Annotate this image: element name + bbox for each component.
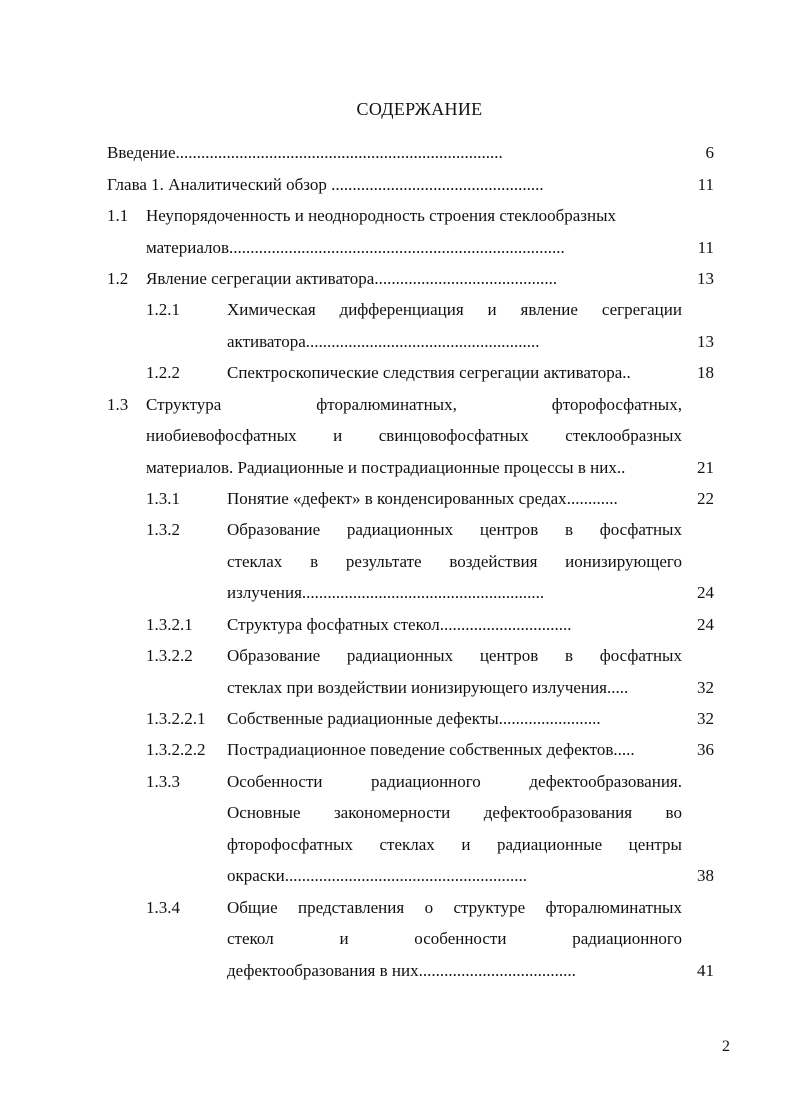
toc-leader-dots: ...............................................................................: [229, 238, 565, 257]
toc-page-number: 11: [697, 175, 714, 194]
toc-section-number: 1.3: [107, 395, 129, 414]
toc-entry-1-3-line3: материалов. Радиационные и пострадиационные процессы в них..: [146, 458, 626, 477]
toc-entry-1-2-2[interactable]: Спектроскопические следствия сегрегации активатора..: [227, 363, 631, 382]
toc-entry-1-3-line2: [146, 424, 682, 448]
toc-entry-text: активатора: [227, 332, 306, 351]
toc-word: фторофосфатных,: [551, 395, 682, 414]
toc-word: и: [339, 929, 349, 948]
toc-entry-1-3-4-line3: [227, 959, 679, 983]
toc-entry-1-1-cont: [146, 236, 680, 260]
toc-entry-1-3-2-2-line2: стеклах при воздействии ионизирующего излучения.....: [227, 678, 629, 697]
toc-page-number: 36: [697, 740, 714, 759]
toc-word: и: [461, 835, 471, 854]
toc-word: радиационных: [346, 520, 454, 539]
toc-leader-dots: .........................................................: [284, 866, 527, 885]
toc-entry-text: Собственные радиационные дефекты: [227, 709, 499, 728]
toc-word: Структура: [146, 395, 222, 414]
toc-word: центров: [479, 520, 539, 539]
toc-word: закономерности: [333, 803, 451, 822]
toc-section-number: 1.2: [107, 269, 129, 288]
toc-word: радиационные: [496, 835, 603, 854]
toc-entry-1-3-3-line3: [227, 833, 682, 857]
toc-section-number: 1.3.3: [146, 772, 180, 791]
toc-word: структуре: [453, 898, 526, 917]
toc-page-number: 11: [697, 238, 714, 257]
toc-section-number: 1.1: [107, 206, 129, 225]
toc-entry-1-3-3[interactable]: [227, 770, 682, 794]
toc-section-number: 1.3.2: [146, 520, 180, 539]
toc-entry-1-3-4[interactable]: [227, 896, 682, 920]
toc-word: представления: [298, 898, 405, 917]
toc-page-number: 18: [697, 363, 714, 382]
toc-entry-1-3-2-1[interactable]: [227, 613, 677, 637]
toc-entry-1-3-2-line3: [227, 581, 677, 605]
page-number: 2: [722, 1038, 730, 1055]
toc-leader-dots: ............: [566, 489, 618, 508]
toc-word: воздействия: [449, 552, 538, 571]
toc-word: во: [665, 803, 682, 822]
page-title: СОДЕРЖАНИЕ: [356, 99, 483, 119]
toc-word: Общие: [227, 898, 278, 917]
toc-entry-1-3-2-line2: [227, 550, 682, 574]
toc-entry-1-3-2-2-1[interactable]: [227, 707, 677, 731]
toc-word: радиационного: [371, 772, 481, 791]
toc-word: фторалюминатных: [545, 898, 682, 917]
toc-section-number: 1.3.4: [146, 898, 180, 917]
toc-entry-1-2-1[interactable]: [227, 298, 682, 322]
toc-word: Особенности: [227, 772, 323, 791]
toc-word: в: [564, 520, 573, 539]
toc-word: явление: [520, 300, 578, 319]
toc-entry-text: Понятие «дефект» в конденсированных средах: [227, 489, 567, 508]
toc-entry-1-1[interactable]: Неупорядоченность и неоднородность строения стеклообразных: [146, 206, 617, 225]
toc-word: центры: [628, 835, 682, 854]
toc-entry-1-3-1[interactable]: [227, 487, 677, 511]
toc-entry-text: дефектообразования в них: [227, 961, 419, 980]
toc-word: Основные: [227, 803, 301, 822]
toc-word: и: [333, 426, 343, 445]
toc-word: фосфатных: [599, 646, 682, 665]
toc-page-number: 13: [697, 332, 714, 351]
toc-page-number: 32: [697, 678, 714, 697]
toc-word: центров: [479, 646, 539, 665]
toc-entry-text: Структура фосфатных стекол: [227, 615, 440, 634]
toc-entry-intro[interactable]: [107, 141, 677, 165]
toc-page-number: 6: [705, 143, 714, 162]
toc-section-number: 1.3.2.2.2: [146, 740, 206, 759]
toc-word: Химическая: [227, 300, 316, 319]
toc-section-number: 1.3.2.1: [146, 615, 193, 634]
toc-section-number: 1.2.1: [146, 300, 180, 319]
toc-entry-1-3-4-line2: [227, 927, 682, 951]
toc-leader-dots: .....................................: [418, 961, 576, 980]
toc-entry-chapter-1[interactable]: [107, 173, 677, 197]
toc-page-number: 24: [697, 583, 714, 602]
toc-entry-text: Явление сегрегации активатора: [146, 269, 375, 288]
toc-word: и: [487, 300, 497, 319]
toc-leader-dots: ........................: [498, 709, 601, 728]
toc-word: в: [564, 646, 573, 665]
toc-page-number: 13: [697, 269, 714, 288]
toc-page-number: 41: [697, 961, 714, 980]
toc-section-number: 1.2.2: [146, 363, 180, 382]
toc-page-number: 38: [697, 866, 714, 885]
toc-word: дефектообразования.: [529, 772, 682, 791]
toc-leader-dots: ...........................................: [374, 269, 558, 288]
toc-word: дифференциация: [339, 300, 464, 319]
toc-word: свинцовофосфатных: [378, 426, 529, 445]
toc-page-number: 21: [697, 458, 714, 477]
toc-entry-text: Введение: [107, 143, 176, 162]
toc-word: стекол: [227, 929, 274, 948]
toc-section-number: 1.3.2.2.1: [146, 709, 206, 728]
toc-word: дефектообразования: [483, 803, 633, 822]
toc-word: стеклах: [227, 552, 283, 571]
toc-entry-1-2[interactable]: [146, 267, 680, 291]
toc-word: в: [310, 552, 319, 571]
toc-word: о: [424, 898, 434, 917]
toc-word: фосфатных: [599, 520, 682, 539]
toc-entry-1-3-3-line4: [227, 864, 677, 888]
toc-entry-1-3-2[interactable]: [227, 518, 682, 542]
toc-entry-1-2-1-cont: [227, 330, 677, 354]
toc-entry-1-3[interactable]: [146, 393, 682, 417]
toc-page-number: 32: [697, 709, 714, 728]
toc-section-number: 1.3.1: [146, 489, 180, 508]
toc-entry-text: окраски: [227, 866, 285, 885]
toc-word: стеклах: [379, 835, 435, 854]
toc-word: сегрегации: [601, 300, 682, 319]
toc-page-number: 22: [697, 489, 714, 508]
toc-word: Образование: [227, 520, 321, 539]
toc-word: Образование: [227, 646, 321, 665]
toc-leader-dots: .......................................................: [305, 332, 540, 351]
toc-word: особенности: [414, 929, 507, 948]
toc-word: радиационных: [346, 646, 454, 665]
toc-leader-dots: ...............................: [439, 615, 572, 634]
toc-entry-text: материалов: [146, 238, 230, 257]
toc-word: радиационного: [572, 929, 682, 948]
toc-leader-dots: .............................................................................: [175, 143, 503, 162]
toc-word: фторофосфатных: [227, 835, 353, 854]
toc-leader-dots: ..................................................: [331, 175, 544, 194]
toc-leader-dots: .........................................................: [301, 583, 545, 602]
toc-word: фторалюминатных,: [316, 395, 457, 414]
toc-word: стеклообразных: [565, 426, 682, 445]
toc-word: ниобиевофосфатных: [146, 426, 297, 445]
toc-entry-1-3-2-2-2[interactable]: Пострадиационное поведение собственных дефектов.....: [227, 740, 635, 759]
toc-word: результате: [345, 552, 422, 571]
toc-entry-1-3-2-2[interactable]: [227, 644, 682, 668]
toc-entry-1-3-3-line2: [227, 801, 682, 825]
toc-word: ионизирующего: [565, 552, 682, 571]
toc-entry-text: излучения: [227, 583, 302, 602]
toc-entry-text: Глава 1. Аналитический обзор: [107, 175, 327, 194]
toc-page-number: 24: [697, 615, 714, 634]
toc-section-number: 1.3.2.2: [146, 646, 193, 665]
